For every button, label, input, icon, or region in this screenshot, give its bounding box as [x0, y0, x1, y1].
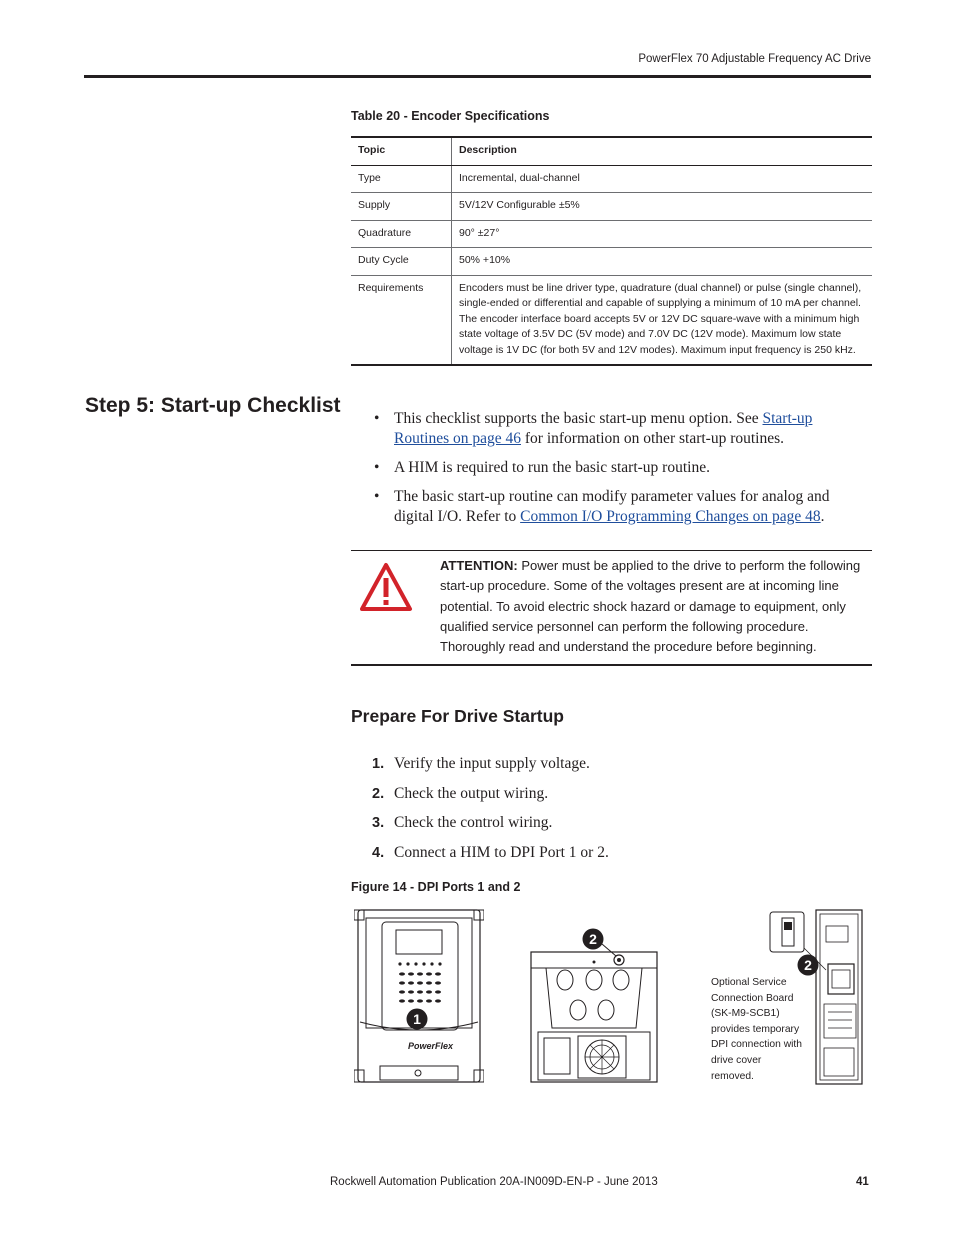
bullet-text: for information on other start-up routines.	[521, 430, 785, 447]
table-row	[351, 193, 872, 221]
table-cell-description: 50% +10%	[452, 248, 873, 276]
warning-triangle-icon	[359, 562, 413, 612]
callout-2-board-label: 2	[804, 957, 812, 973]
step-number: 1.	[372, 756, 385, 772]
table-cell-description: 90° ±27°	[452, 220, 873, 248]
table-row	[351, 275, 872, 365]
common-io-link[interactable]: Common I/O Programming Changes on page 48	[520, 508, 821, 525]
attention-body: Power must be applied to the drive to perform the following start-up procedure. Some of the voltages present are at incoming line potential. To avoid electric shock hazard or damage to equipment, only qualified service personnel can perform the following procedure. Thoroughly read and understand the procedure before beginning.	[440, 558, 861, 655]
figure-caption: Figure 14 - DPI Ports 1 and 2	[351, 880, 521, 894]
step-text: Connect a HIM to DPI Port 1 or 2.	[394, 843, 609, 861]
section-title: Step 5: Start-up Checklist	[85, 394, 341, 417]
bullet-text: A HIM is required to run the basic start-up routine.	[394, 459, 710, 476]
table-cell-description: 5V/12V Configurable ±5%	[452, 193, 873, 221]
table-caption: Table 20 - Encoder Specifications	[351, 109, 550, 123]
drive-top-illustration	[528, 928, 660, 1084]
bullet-dot: •	[374, 488, 380, 505]
table-cell-topic: Supply	[351, 193, 452, 221]
list-item	[372, 409, 852, 449]
list-item	[372, 487, 852, 527]
subsection-title: Prepare For Drive Startup	[351, 706, 564, 726]
table-row	[351, 248, 872, 276]
table-cell-description: Incremental, dual-channel	[452, 165, 873, 193]
list-item	[372, 458, 852, 478]
attention-top-rule	[351, 550, 872, 551]
powerflex-logo: PowerFlex	[408, 1041, 454, 1051]
attention-label: ATTENTION:	[440, 558, 518, 573]
attention-bottom-rule	[351, 664, 872, 666]
step-number: 2.	[372, 785, 385, 802]
column-header-description: Description	[452, 137, 873, 165]
startup-steps	[372, 754, 609, 872]
table-cell-description: Encoders must be line driver type, quadrature (dual channel) or pulse (single channel), single-ended or differential and capable of supplying a minimum of 10 mA per channel. The encoder interface board accepts 5V or 12V DC square-wave with a minimum high state voltage of 3.5V DC (5V mode) and 7.0V DC (12V mode). Maximum low state voltage is 1V DC (for both 5V and 12V modes). Maximum input frequency is 250 kHz.	[452, 275, 873, 365]
table-row	[351, 220, 872, 248]
step-number: 3.	[372, 815, 385, 832]
figure-note: Optional Service Connection Board (SK-M9-SCB1) provides temporary DPI connection with drive cover removed.	[711, 977, 803, 1082]
list-item	[372, 784, 609, 804]
page-number: 41	[856, 1176, 869, 1188]
footer-publication: Rockwell Automation Publication 20A-IN009D-EN-P - June 2013	[330, 1176, 658, 1188]
column-header-topic: Topic	[351, 137, 452, 165]
callout-2-board-icon	[796, 953, 820, 977]
bullet-text: .	[820, 508, 825, 525]
bullet-dot: •	[374, 459, 380, 476]
table-cell-topic: Duty Cycle	[351, 248, 452, 276]
step-text: Check the output wiring.	[394, 784, 549, 802]
callout-1-label: 1	[413, 1011, 421, 1027]
checklist-bullets	[372, 409, 852, 536]
drive-front-illustration	[354, 908, 484, 1084]
attention-text	[440, 556, 865, 657]
table-cell-topic: Requirements	[351, 275, 452, 365]
list-item	[372, 754, 609, 774]
startup-routines-link[interactable]: Start-up Routines on page 46	[394, 410, 813, 447]
bullet-text: This checklist supports the basic start-up menu option. See	[394, 410, 763, 427]
callout-1-icon	[405, 1007, 429, 1031]
list-item	[372, 813, 609, 833]
encoder-spec-table	[351, 136, 872, 366]
step-text: Verify the input supply voltage.	[394, 755, 590, 772]
table-header-row	[351, 137, 872, 165]
table-cell-topic: Quadrature	[351, 220, 452, 248]
table-row	[351, 165, 872, 193]
bullet-text: The basic start-up routine can modify parameter values for analog and digital I/O. Refer to	[394, 488, 830, 525]
callout-2-icon	[581, 927, 605, 951]
step-text: Check the control wiring.	[394, 814, 553, 832]
header-rule	[84, 75, 871, 78]
bullet-dot: •	[374, 410, 380, 427]
running-header: PowerFlex 70 Adjustable Frequency AC Drive	[638, 53, 871, 65]
step-number: 4.	[372, 844, 385, 861]
callout-2-label: 2	[589, 931, 597, 947]
table-cell-topic: Type	[351, 165, 452, 193]
list-item	[372, 843, 609, 863]
